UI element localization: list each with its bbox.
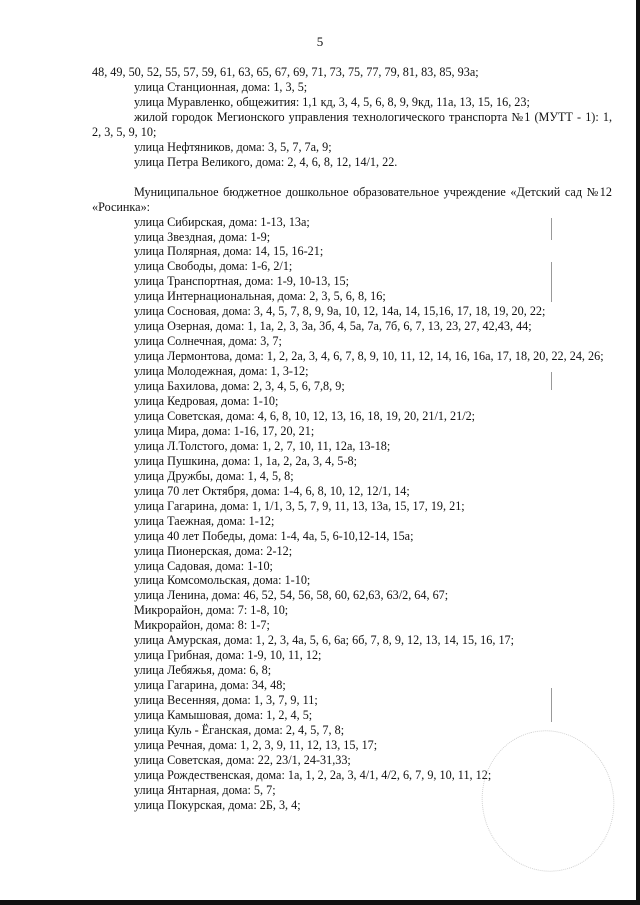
paragraph-gap <box>92 170 612 185</box>
street-entry: улица Лебяжья, дома: 6, 8; <box>134 663 272 678</box>
street-entry: улица Пионерская, дома: 2-12; <box>134 543 293 558</box>
street-entry: улица Станционная, дома: 1, 3, 5; <box>134 79 308 94</box>
street-entry: улица Пушкина, дома: 1, 1а, 2, 2а, 3, 4, 5-8; <box>134 453 357 468</box>
street-entry: улица Интернациональная, дома: 2, 3, 5, 6, 8, 16; <box>134 289 386 304</box>
street-entry: улица Советская, дома: 22, 23/1, 24-31,33; <box>134 752 351 767</box>
street-entry: улица Ленина, дома: 46, 52, 54, 56, 58, 60, 62,63, 63/2, 64, 67; <box>134 588 449 603</box>
scan-border-bottom <box>0 900 640 905</box>
street-entry: улица Дружбы, дома: 1, 4, 5, 8; <box>134 468 294 483</box>
street-entry: улица Рождественская, дома: 1а, 1, 2, 2а, 3, 4/1, 4/2, 6, 7, 9, 10, 11, 12; <box>134 767 492 782</box>
street-entry: улица Советская, дома: 4, 6, 8, 10, 12, 13, 16, 18, 19, 20, 21/1, 21/2; <box>134 408 476 423</box>
street-entry: улица 40 лет Победы, дома: 1-4, 4а, 5, 6-10,12-14, 15а; <box>134 528 414 543</box>
institution-heading: Муниципальное бюджетное дошкольное образовательное учреждение «Детский сад №12 «Росинка»: <box>92 184 612 214</box>
street-entry: улица Свободы, дома: 1-6, 2/1; <box>134 259 293 274</box>
street-entry: улица Амурская, дома: 1, 2, 3, 4а, 5, 6, 6а; 6б, 7, 8, 9, 12, 13, 14, 15, 16, 17; <box>134 633 515 648</box>
street-entry: улица Бахилова, дома: 2, 3, 4, 5, 6, 7,8, 9; <box>134 379 345 394</box>
street-entry: улица Сосновая, дома: 3, 4, 5, 7, 8, 9, 9а, 10, 12, 14а, 14, 15,16, 17, 18, 19, 20, 22; <box>134 304 546 319</box>
street-entry: улица Сибирская, дома: 1-13, 13а; <box>134 214 310 229</box>
street-entry: улица Звездная, дома: 1-9; <box>134 229 271 244</box>
street-entry: улица Молодежная, дома: 1, 3-12; <box>134 364 309 379</box>
street-entry: улица Петра Великого, дома: 2, 4, 6, 8, 12, 14/1, 22. <box>134 154 398 169</box>
street-entry: улица 70 лет Октября, дома: 1-4, 6, 8, 10, 12, 12/1, 14; <box>134 483 410 498</box>
street-entry: улица Покурская, дома: 2Б, 3, 4; <box>134 797 301 812</box>
street-entry: жилой городок Мегионского управления технологического транспорта №1 (МУТТ - 1): 1, 2, 3, 5, 9, 10; <box>92 109 612 139</box>
scan-artifact <box>551 372 552 390</box>
street-entry: улица Лермонтова, дома: 1, 2, 2а, 3, 4, 6, 7, 8, 9, 10, 11, 12, 14, 16, 16а, 17, 18, 20, 22, 24, 26; <box>134 349 604 364</box>
street-entry: улица Таежная, дома: 1-12; <box>134 513 275 528</box>
street-entry: улица Нефтяников, дома: 3, 5, 7, 7а, 9; <box>134 139 332 154</box>
street-entry: улица Муравленко, общежития: 1,1 кд, 3, 4, 5, 6, 8, 9, 9кд, 11а, 13, 15, 16, 23; <box>134 94 530 109</box>
scan-artifact <box>551 262 552 302</box>
street-entry: улица Л.Толстого, дома: 1, 2, 7, 10, 11, 12а, 13-18; <box>134 438 391 453</box>
document-body <box>92 65 612 813</box>
scan-artifact <box>551 688 552 722</box>
street-entry: улица Куль - Ёганская, дома: 2, 4, 5, 7, 8; <box>134 722 345 737</box>
street-entry: улица Мира, дома: 1-16, 17, 20, 21; <box>134 423 315 438</box>
street-entry: улица Речная, дома: 1, 2, 3, 9, 11, 12, 13, 15, 17; <box>134 737 378 752</box>
street-entry: улица Озерная, дома: 1, 1а, 2, 3, 3а, 3б, 4, 5а, 7а, 7б, 6, 7, 13, 23, 27, 42,43, 44; <box>134 319 532 334</box>
street-entry: Микрорайон, дома: 7: 1-8, 10; <box>134 603 289 618</box>
street-entry: улица Комсомольская, дома: 1-10; <box>134 573 311 588</box>
street-entry: улица Янтарная, дома: 5, 7; <box>134 782 276 797</box>
street-entry: улица Гагарина, дома: 34, 48; <box>134 678 286 693</box>
street-entry: улица Кедровая, дома: 1-10; <box>134 394 279 409</box>
street-entry: улица Транспортная, дома: 1-9, 10-13, 15; <box>134 274 350 289</box>
street-entry: улица Солнечная, дома: 3, 7; <box>134 334 282 349</box>
street-entry: улица Весенняя, дома: 1, 3, 7, 9, 11; <box>134 693 318 708</box>
scan-border-right <box>636 0 640 905</box>
street-entry: улица Гагарина, дома: 1, 1/1, 3, 5, 7, 9, 11, 13, 13а, 15, 17, 19, 21; <box>134 498 465 513</box>
street-list <box>92 215 612 813</box>
street-entry: улица Полярная, дома: 14, 15, 16-21; <box>134 244 324 259</box>
text-line: 48, 49, 50, 52, 55, 57, 59, 61, 63, 65, 67, 69, 71, 73, 75, 77, 79, 81, 83, 85, 93а; <box>92 65 479 79</box>
street-entry: улица Камышовая, дома: 1, 2, 4, 5; <box>134 708 313 723</box>
street-entry: улица Садовая, дома: 1-10; <box>134 558 273 573</box>
scan-artifact <box>551 218 552 240</box>
page-number: 5 <box>316 34 324 49</box>
street-entry: улица Грибная, дома: 1-9, 10, 11, 12; <box>134 648 322 663</box>
street-entry: Микрорайон, дома: 8: 1-7; <box>134 618 270 633</box>
